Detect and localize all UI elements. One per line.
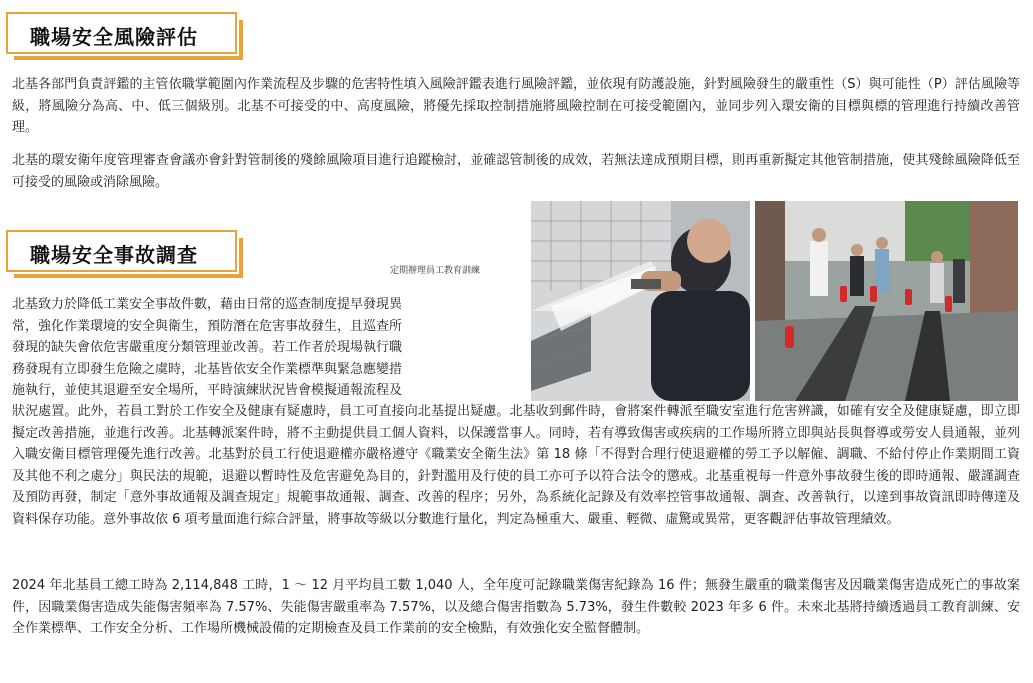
accident-body: 狀況處置。此外，若員工對於工作安全及健康有疑慮時，員工可直接向北基提出疑慮。北基收到郵件時，會將案件轉派至職安室進行危害辨識，如確有安全及健康疑慮，即立即擬定改善措施，並進行改善。北基轉派案件時，將不主動提供員工個人資料，以保護當事人。同時，若有導致傷害或疾病的工作場所將立即與站長與督導或勞安人員通報，並列入職安衛目標管理優先進行改善。北基對於員工行使退避權亦嚴格遵守《職業安全衛生法》第 18 條「不得對合理行使退避權的勞工予以解僱、調職、不給付停止作業期間工資及其他不利之處分」與民法的規範，退避以暫時性及危害避免為目的，針對濫用及行使的員工亦可予以符合法令的懲戒。北基重視每一件意外事故發生後的即時通報、嚴謹調查及預防再發，制定「意外事故通報及調查規定」規範事故通報、調查、改善的程序；另外，為系統化記錄及有效率控管事故通報、調查、改善執行，以達到事故資訊即時傳達及資料保存功能。意外事故依 6 項考量面進行綜合評量，將事故等級以分數進行量化，判定為極重大、嚴重、輕微、虛驚或異常，更客觀評估事故管理績效。	[12, 404, 1020, 527]
accident-intro-line: 發現的缺失會依危害嚴重度分類管理並改善。若工作者於現場執行職	[12, 340, 403, 355]
training-photo-outdoor	[755, 201, 1018, 401]
section-heading-risk-assessment	[6, 12, 237, 54]
risk-paragraph-1: 北基各部門負責評鑑的主管依職掌範圍內作業流程及步驟的危害特性填入風險評鑑表進行風險評鑑，並依現有防護設施，針對風險發生的嚴重性（S）與可能性（P）評估風險等級，將風險分為高、中、低三個級別。北基不可接受的中、高度風險，將優先採取控制措施將風險控制在可接受範圍內，並同步列入環安衛的目標與標的管理進行持續改善管理。	[12, 77, 1020, 135]
accident-intro-line: 務發現有立即發生危險之虞時，北基皆依安全作業標準與緊急應變措	[12, 361, 403, 377]
section-title-risk-assessment: 職場安全風險評估	[30, 25, 198, 49]
accident-intro-line: 施執行，並使其退避至安全場所，平時演練狀況皆會模擬通報流程及	[12, 383, 403, 398]
accident-intro-line: 常，強化作業環境的安全與衛生，預防潛在危害事故發生，且巡查所	[12, 318, 403, 334]
accident-intro	[12, 294, 517, 402]
risk-paragraph-2: 北基的環安衛年度管理審查會議亦會針對管制後的殘餘風險項目進行追蹤檢討，並確認管制後的成效，若無法達成預期目標，則再重新擬定其他管制措施，使其殘餘風險降低至可接受的風險或消除風險。	[12, 153, 1020, 190]
injury-statistics-paragraph: 2024 年北基員工總工時為 2,114,848 工時，1 ～ 12 月平均員工數 1,040 人，全年度可記錄職業傷害紀錄為 16 件；無發生嚴重的職業傷害及因職業傷害造成死亡的事故案件，因職業傷害造成失能傷害頻率為 7.57%、失能傷害嚴重率為 7.57%，以及總合傷害指數為 5.73%，發生件數較 2023 年多 6 件。未來北基將持續透過員工教育訓練、安全作業標準、工作安全分析、工作場所機械設備的定期檢查及員工作業前的安全檢點，有效強化安全監督體制。	[12, 578, 1020, 636]
training-photo-hose	[531, 201, 750, 401]
photo-caption: 定期辦理員工教育訓練	[390, 266, 481, 276]
section-heading-accident-investigation	[6, 230, 237, 272]
section-title-accident-investigation: 職場安全事故調查	[30, 243, 198, 267]
accident-intro-line: 北基致力於降低工業安全事故件數，藉由日常的巡查制度提早發現異	[12, 297, 403, 312]
